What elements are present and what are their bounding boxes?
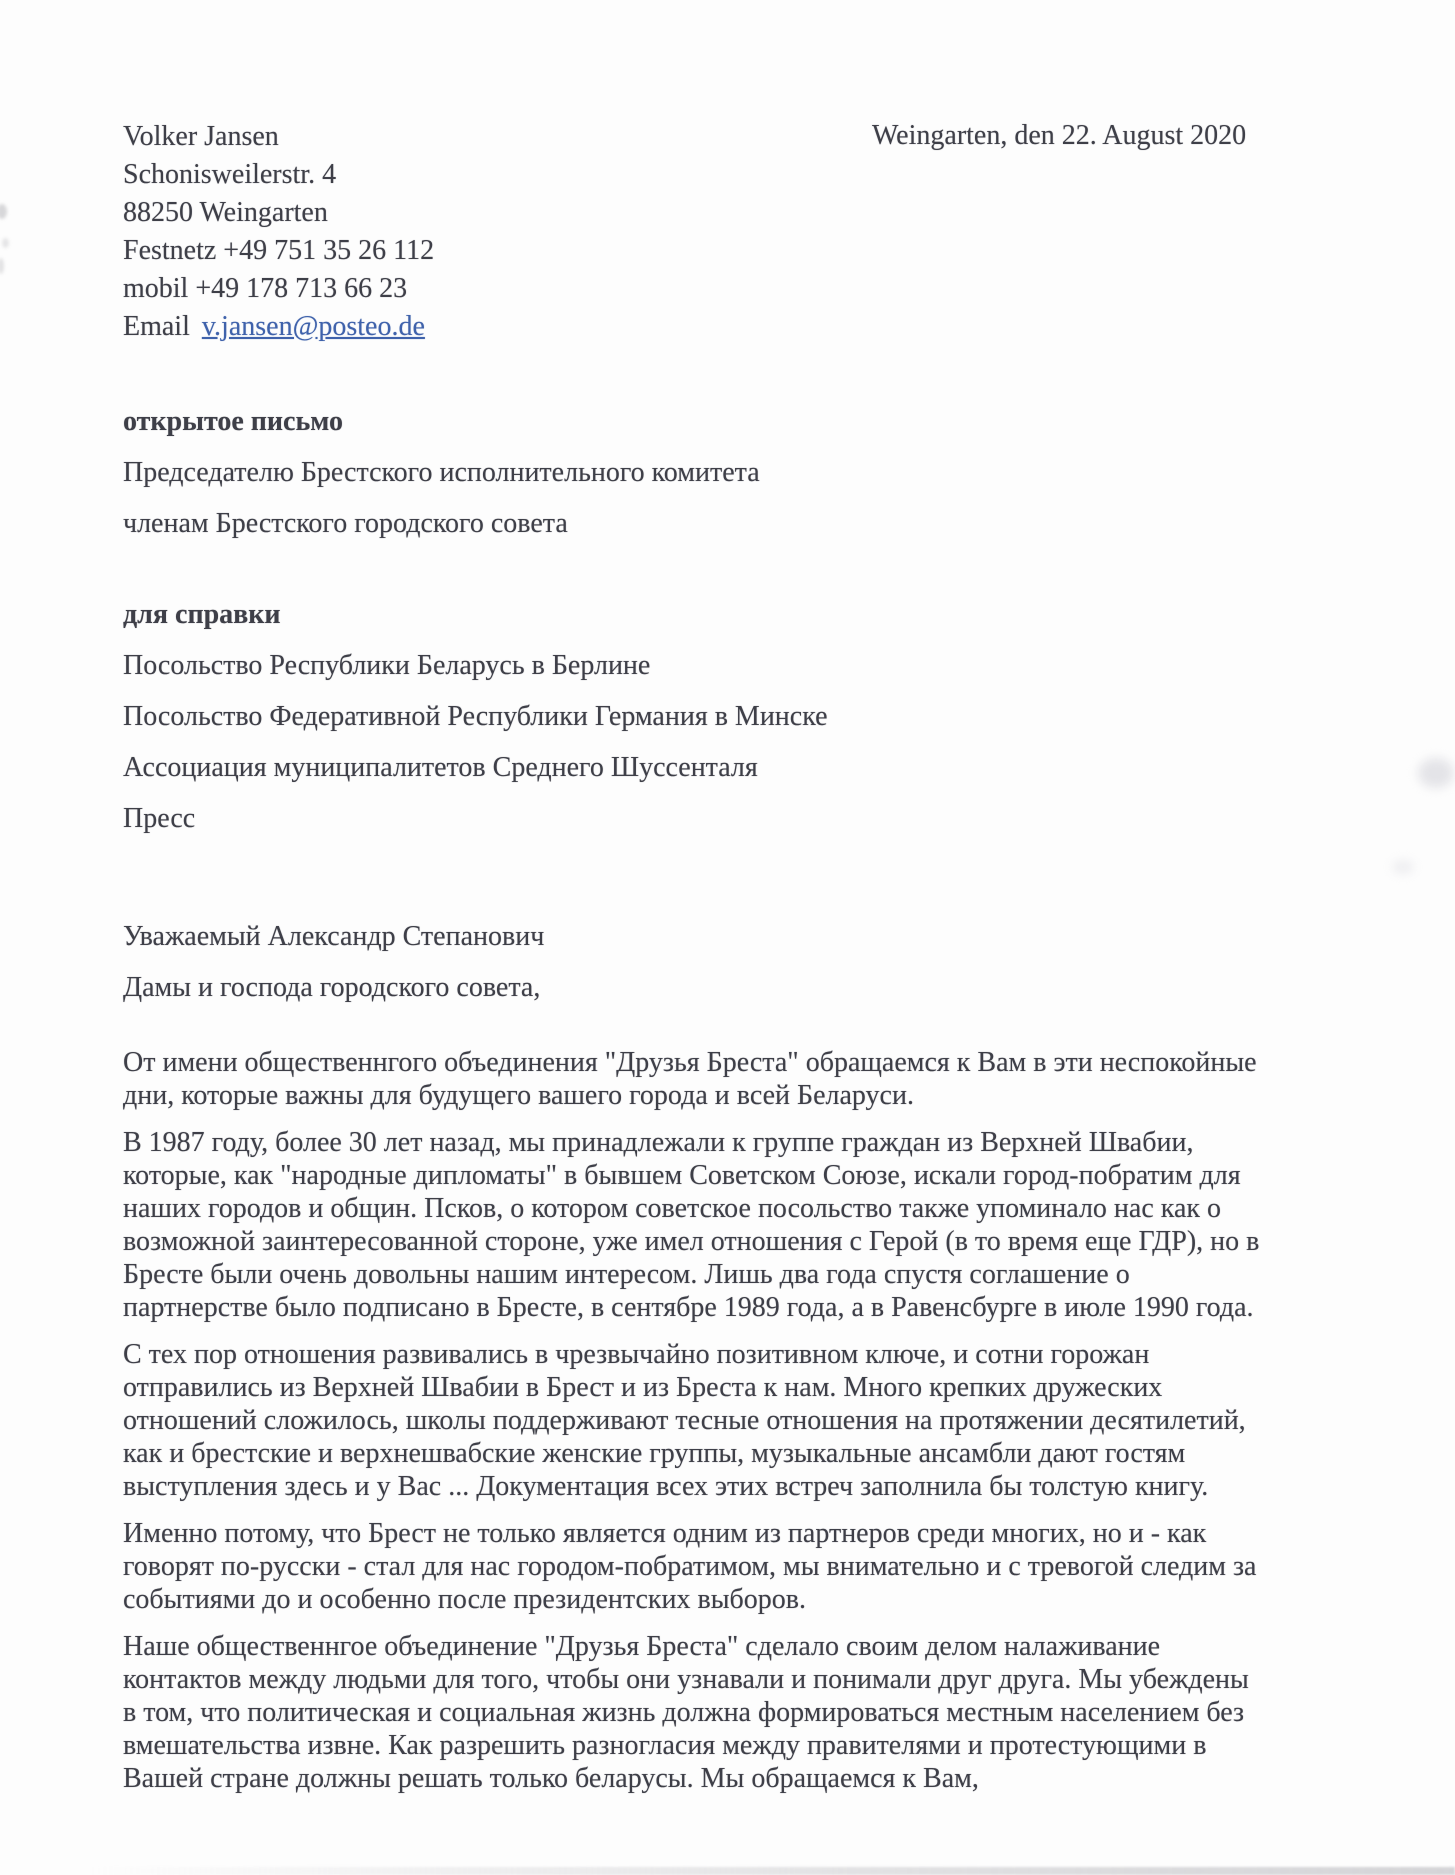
sender-mobile: mobil +49 178 713 66 23 bbox=[123, 273, 408, 304]
reference-heading: для справки bbox=[123, 599, 281, 630]
salutation-line: Уважаемый Александр Степанович bbox=[123, 921, 545, 952]
scan-smudge bbox=[1392, 860, 1414, 874]
salutation-block bbox=[123, 911, 544, 1013]
scan-speck bbox=[0, 258, 4, 274]
scan-speck bbox=[0, 204, 7, 219]
scan-edge-shadow bbox=[90, 1867, 1455, 1875]
date-line: Weingarten, den 22. August 2020 bbox=[872, 120, 1247, 151]
salutation-line: Дамы и господа городского совета, bbox=[123, 972, 541, 1003]
body-paragraph: С тех пор отношения развивались в чрезвычайно позитивном ключе, и сотни горожан отправились из Верхней Швабии в Брест и из Бреста к нам. Много крепких дружеских отношений сложилось, школы поддерживают тесные отношения на протяжении десятилетий, как и брестские и верхнешвабские женские группы, музыкальные ансамбли дают гостям выступления здесь и у Вас ... Документация всех этих встреч заполнила бы толстую книгу. bbox=[123, 1339, 1246, 1502]
reference-item: Пресс bbox=[123, 803, 196, 834]
reference-item: Посольство Федеративной Республики Германия в Минске bbox=[123, 701, 828, 732]
sender-email-link[interactable]: v.jansen@posteo.de bbox=[201, 311, 425, 342]
sender-name: Volker Jansen bbox=[123, 121, 279, 152]
sender-street: Schonisweilerstr. 4 bbox=[123, 159, 337, 190]
sender-city: 88250 Weingarten bbox=[123, 197, 328, 228]
reference-block bbox=[123, 589, 828, 844]
body-paragraph: В 1987 году, более 30 лет назад, мы принадлежали к группе граждан из Верхней Швабии, которые, как "народные дипломаты" в бывшем Советском Союзе, искали город-побратим для наших городов и общин. Псков, о котором советское посольство также упоминало нас как о возможной заинтересованной стороне, уже имел отношения с Герой (в то время еще ГДР), но в Бресте были очень довольны нашим интересом. Лишь два года спустя соглашение о партнерстве было подписано в Бресте, в сентябре 1989 года, а в Равенсбурге в июле 1990 года. bbox=[123, 1127, 1260, 1323]
scan-smudge bbox=[1418, 758, 1454, 788]
body-paragraph: Наше общественнгое объединение "Друзья Бреста" сделало своим делом налаживание контактов между людьми для того, чтобы они узнавали и понимали друг друга. Мы убеждены в том, что политическая и социальная жизнь должна формироваться местным населением без вмешательства извне. Как разрешить разногласия между правителями и протестующими в Вашей стране должны решать только беларусы. Мы обращаемся к Вам, bbox=[123, 1631, 1249, 1794]
subject-heading: открытое письмо bbox=[123, 406, 343, 437]
body-paragraph: Именно потому, что Брест не только является одним из партнеров среди многих, но и - как говорят по-русски - стал для нас городом-побратимом, мы внимательно и с тревогой следим за событиями до и особенно после президентских выборов. bbox=[123, 1518, 1257, 1615]
recipient-line: Председателю Брестского исполнительного комитета bbox=[123, 457, 760, 488]
recipient-line: членам Брестского городского совета bbox=[123, 508, 568, 539]
sender-email-line bbox=[123, 308, 434, 346]
subject-block bbox=[123, 396, 760, 549]
reference-item: Посольство Республики Беларусь в Берлине bbox=[123, 650, 651, 681]
sender-block bbox=[123, 118, 434, 346]
scan-speck bbox=[2, 238, 9, 248]
sender-landline: Festnetz +49 751 35 26 112 bbox=[123, 235, 435, 266]
letter-body bbox=[123, 1046, 1265, 1809]
body-paragraph: От имени общественнгого объединения "Друзья Бреста" обращаемся к Вам в эти неспокойные дни, которые важны для будущего вашего города и всей Беларуси. bbox=[123, 1047, 1257, 1111]
sender-email-label: Email bbox=[123, 311, 190, 342]
reference-item: Ассоциация муниципалитетов Среднего Шуссенталя bbox=[123, 752, 758, 783]
